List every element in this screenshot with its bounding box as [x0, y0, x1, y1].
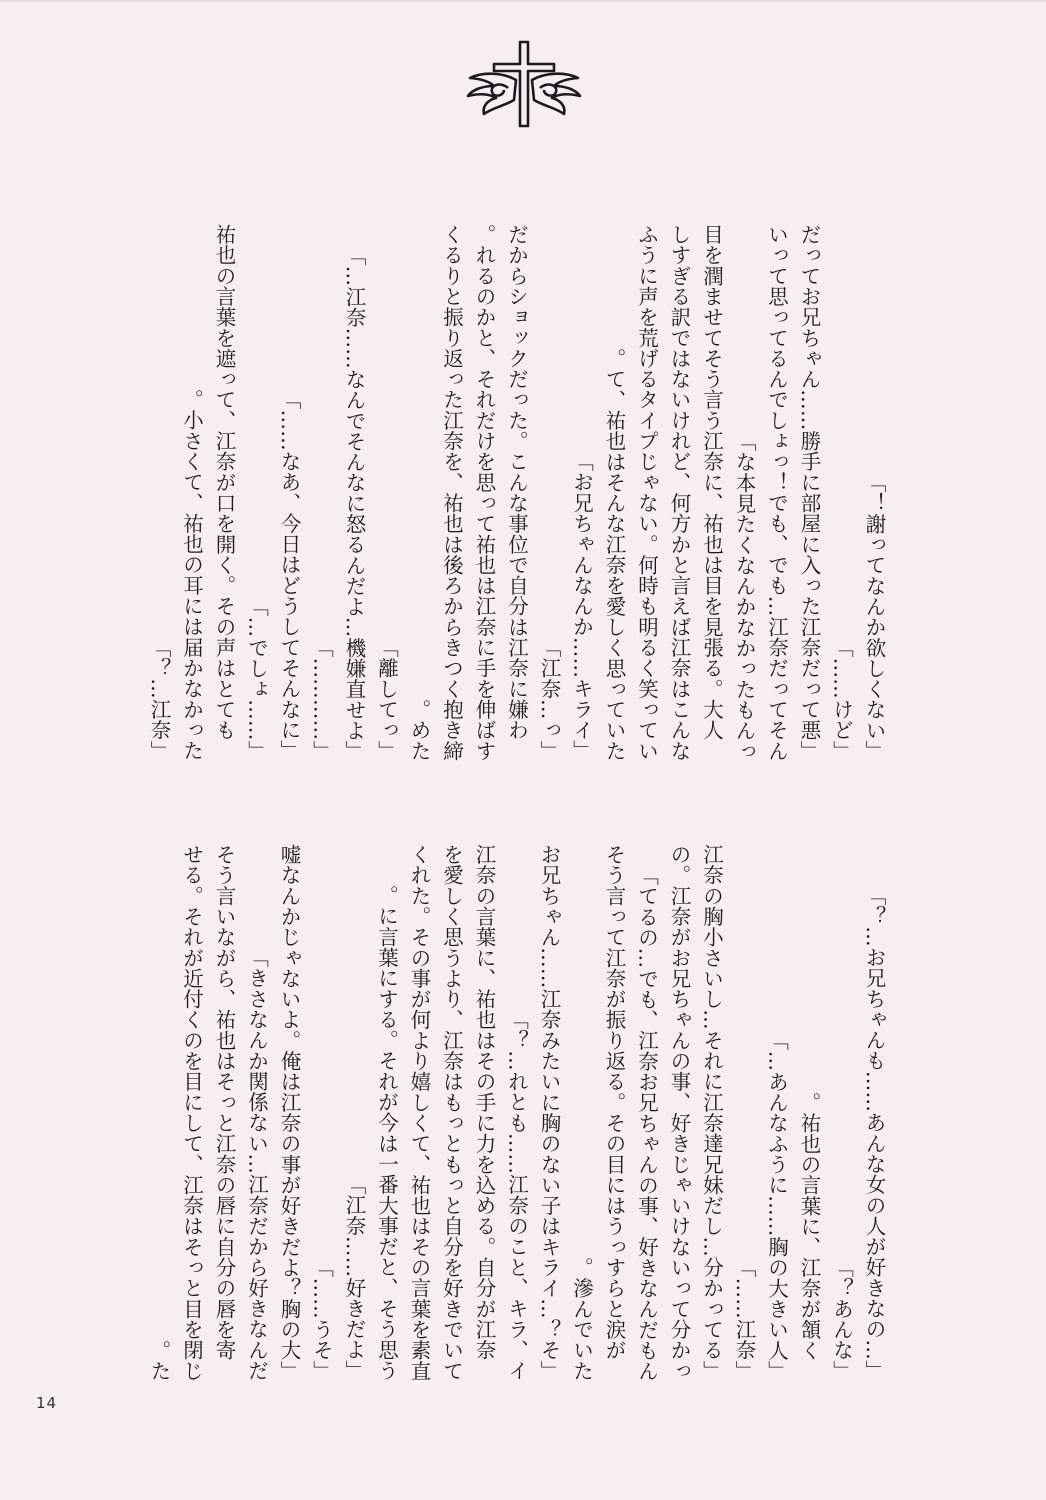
text-column: 「嘘なんかじゃないよ。俺は江奈の事が好きだよ？胸の大: [277, 844, 301, 1381]
winged-cross-icon: [462, 38, 586, 130]
text-column: 滲んでいた。: [569, 1257, 594, 1381]
page-edge: [0, 0, 1046, 2]
text-column: しすぎる訳ではないけれど、何方かと言えば江奈はこんな: [667, 224, 691, 761]
text-column: 「江奈…っ」: [537, 637, 561, 761]
text-column: 「…………」: [309, 637, 334, 761]
text-column: 「けど……」: [829, 637, 854, 761]
text-column: くれた。その事が何より嬉しくて、祐也はその言葉を素直: [407, 844, 431, 1381]
text-column: れとも……江奈のこと、キラ、イ…？」: [504, 1009, 529, 1381]
text-block-upper: [110, 186, 890, 761]
text-column: を愛しく思うより、江奈はもっともっと自分を好きでいて: [439, 844, 464, 1381]
text-column: に言葉にする。それが今は一番大事だと、そう思う。: [374, 885, 399, 1381]
text-column: 「……でしょ…」: [244, 595, 269, 761]
page-number: 14: [36, 1394, 58, 1412]
text-column: きさなんか関係ない…江奈だから好きなんだ」: [244, 947, 269, 1381]
text-column: 小さくて、祐也の耳には届かなかった。: [179, 389, 204, 761]
text-column: めた。: [407, 699, 431, 761]
text-column: 「あんなふうに……胸の大きい人…」: [764, 1029, 789, 1381]
text-column: 祐也の言葉を遮って、江奈が口を開く。その声はとても: [212, 224, 236, 761]
text-block-lower: [110, 806, 890, 1381]
text-column: 「江奈……好きだよ」: [342, 1174, 366, 1381]
text-column: 祐也の言葉に、江奈が頷く。: [797, 1091, 821, 1381]
text-column: そう言いながら、祐也はそっと江奈の唇に自分の唇を寄: [212, 844, 236, 1381]
text-column: 「江奈……なんでそんなに怒るんだよ…機嫌直せよ…」: [342, 244, 366, 761]
text-column: れるのかと、それだけを思って祐也は江奈に手を伸ばす。: [472, 224, 496, 761]
text-column: だからショックだった。こんな事位で自分は江奈に嫌わ: [504, 224, 529, 761]
text-column: いって思ってるんでしょっ！でも、でも…江奈だってそん: [764, 224, 789, 761]
text-column: 「離してっ」: [374, 637, 399, 761]
text-column: 「うそ……」: [309, 1257, 334, 1381]
text-column: 「…お兄ちゃんも……あんな女の人が好きなの…？」: [862, 885, 886, 1381]
text-column: 「お兄ちゃんなんか……キライ」: [569, 451, 594, 761]
text-column: 「江奈…？」: [147, 637, 171, 761]
text-column: せる。それが近付くのを目にして、江奈はそっと目を閉じ: [179, 844, 204, 1381]
text-column: 「謝ってなんか欲しくない！」: [862, 471, 886, 761]
text-column: ふうに声を荒げるタイプじゃない。何時も明るく笑ってい: [634, 224, 659, 761]
text-column: 「あんな？」: [829, 1257, 854, 1381]
text-column: 「江奈……」: [732, 1257, 756, 1381]
text-column: 「お兄ちゃん……江奈みたいに胸のない子はキライ…？そ: [537, 844, 561, 1381]
text-column: 「だってお兄ちゃん……勝手に部屋に入った江奈だって悪: [797, 224, 821, 761]
text-column: 目を潤ませてそう言う江奈に、祐也は目を見張る。大人: [699, 224, 724, 761]
text-column: 「江奈の胸小さいし…それに江奈達兄妹だし…分かってる: [699, 844, 724, 1381]
text-column: の。江奈がお兄ちゃんの事、好きじゃいけないって分かっ: [667, 844, 691, 1381]
text-column: て、祐也はそんな江奈を愛しく思っていた。: [602, 347, 626, 761]
text-column: そう言って江奈が振り返る。その目にはうっすらと涙が: [602, 844, 626, 1381]
text-column: な本見たくなんかなかったもんっ」: [732, 430, 756, 761]
text-column: た。: [147, 1339, 171, 1381]
text-column: 江奈の言葉に、祐也はその手に力を込める。自分が江奈: [472, 844, 496, 1381]
text-column: くるりと振り返った江奈を、祐也は後ろからきつく抱き締: [439, 224, 464, 761]
text-column: 「なあ、今日はどうしてそんなに……」: [277, 389, 301, 761]
text-column: てるの…でも、江奈お兄ちゃんの事、好きなんだもん」: [634, 864, 659, 1381]
